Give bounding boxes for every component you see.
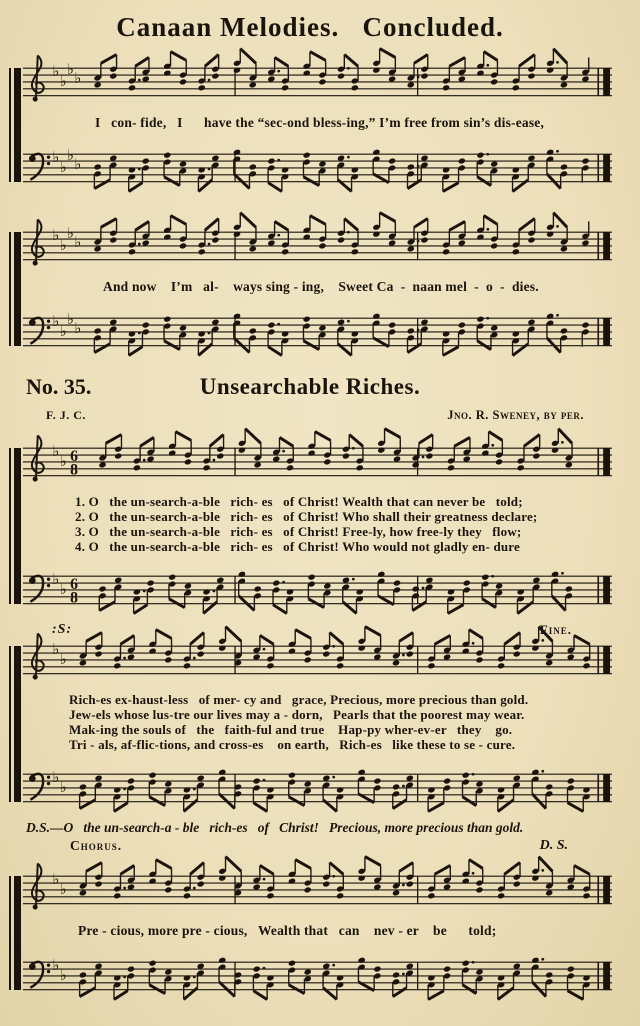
bass-staff	[23, 298, 612, 362]
svg-text:♭: ♭	[67, 311, 75, 329]
svg-text:♭: ♭	[52, 227, 60, 245]
hymn-heading	[8, 374, 612, 406]
svg-text:♭: ♭	[59, 778, 67, 796]
svg-text:♭: ♭	[59, 452, 67, 470]
page-title: Canaan Melodies. Concluded.	[116, 12, 504, 42]
svg-text:♭: ♭	[52, 149, 60, 167]
credits-row	[8, 408, 612, 428]
svg-text:♭: ♭	[59, 72, 67, 90]
svg-text:♭: ♭	[52, 443, 60, 461]
svg-text:♭: ♭	[67, 147, 75, 165]
treble-staff	[23, 212, 612, 276]
verse-line: 2. O the un-search-a-ble rich- es of Christ! Who shall their greatness declare;	[75, 509, 538, 524]
ds-mark: D. S.	[539, 838, 568, 853]
svg-text:♭: ♭	[59, 236, 67, 254]
treble-staff	[23, 626, 612, 690]
verse-line: Mak-ing the souls of the faith-ful and true Hap-py wher-ev-er they go.	[69, 722, 513, 737]
lyric-line: I con- fide, I have the “sec-ond bless-ing,” I’m free from sin’s dis-ease,	[95, 115, 545, 130]
bass-staff	[23, 754, 612, 818]
svg-text:♭: ♭	[52, 769, 60, 787]
hymn-number: No. 35.	[26, 374, 92, 399]
svg-text:♭: ♭	[59, 322, 67, 340]
svg-text:♭: ♭	[67, 225, 75, 243]
verse-line: Rich-es ex-haust-less of mer- cy and grace, Precious, more precious than gold.	[69, 692, 529, 707]
svg-text:♭: ♭	[59, 966, 67, 984]
verse-line: 4. O the un-search-a-ble rich- es of Christ! Who would not gladly en- dure	[75, 539, 521, 554]
treble-staff	[23, 856, 612, 920]
bass-staff	[23, 556, 612, 620]
svg-text:♭: ♭	[59, 880, 67, 898]
svg-text:6: 6	[70, 575, 78, 593]
hymnal-page	[8, 0, 612, 1006]
verse-block	[23, 690, 612, 754]
dal-segno-lyric: D.S.—O the un-search-a - ble rich-es of Christ! Precious, more precious than gold.	[26, 820, 524, 835]
svg-text:♭: ♭	[52, 63, 60, 81]
fine-mark: Fine.	[539, 622, 572, 637]
verse-block	[23, 492, 612, 556]
svg-text:♭: ♭	[74, 233, 82, 251]
author-credit: F. J. C.	[46, 408, 86, 422]
svg-text:♭: ♭	[67, 61, 75, 79]
composer-credit: Jno. R. Sweney, by per.	[447, 408, 584, 422]
chorus-label: Chorus.	[70, 838, 123, 853]
verse-line: Jew-els whose lus-tre our lives may a - dorn, Pearls that the poorest may wear.	[69, 707, 525, 722]
music-system	[8, 48, 612, 198]
music-system	[8, 622, 612, 818]
svg-text:♭: ♭	[52, 641, 60, 659]
treble-staff	[23, 48, 612, 112]
svg-text:8: 8	[70, 461, 78, 479]
svg-text:♭: ♭	[52, 571, 60, 589]
svg-text:♭: ♭	[52, 313, 60, 331]
svg-text:♭: ♭	[59, 158, 67, 176]
svg-text:♭: ♭	[74, 69, 82, 87]
lyric-line: And now I’m al- ways sing - ing, Sweet Ca - naan mel - o - dies.	[103, 279, 539, 294]
chorus-label-row	[8, 838, 612, 856]
svg-text:♭: ♭	[74, 155, 82, 173]
svg-text:6: 6	[70, 447, 78, 465]
treble-staff	[23, 428, 612, 492]
svg-text:♭: ♭	[74, 319, 82, 337]
verse-line: Tri - als, af-flic-tions, and cross-es on earth, Rich-es like these to se - cure.	[69, 737, 516, 752]
svg-text:8: 8	[70, 589, 78, 607]
verse-line: 3. O the un-search-a-ble rich- es of Christ! Free-ly, how free-ly they flow;	[75, 524, 522, 539]
svg-text:♭: ♭	[52, 957, 60, 975]
music-system	[8, 856, 612, 1006]
svg-text:♭: ♭	[59, 650, 67, 668]
bass-staff	[23, 134, 612, 198]
svg-text:♭: ♭	[52, 871, 60, 889]
svg-text:♭: ♭	[59, 580, 67, 598]
segno-mark: :S:	[52, 622, 73, 637]
music-system	[8, 212, 612, 362]
verse-line: 1. O the un-search-a-ble rich- es of Christ! Wealth that can never be told;	[75, 494, 523, 509]
lyric-line: Pre - cious, more pre - cious, Wealth that can nev - er be told;	[78, 923, 497, 938]
bass-staff	[23, 942, 612, 1006]
music-system	[8, 428, 612, 620]
hymn-title: Unsearchable Riches.	[199, 374, 421, 399]
